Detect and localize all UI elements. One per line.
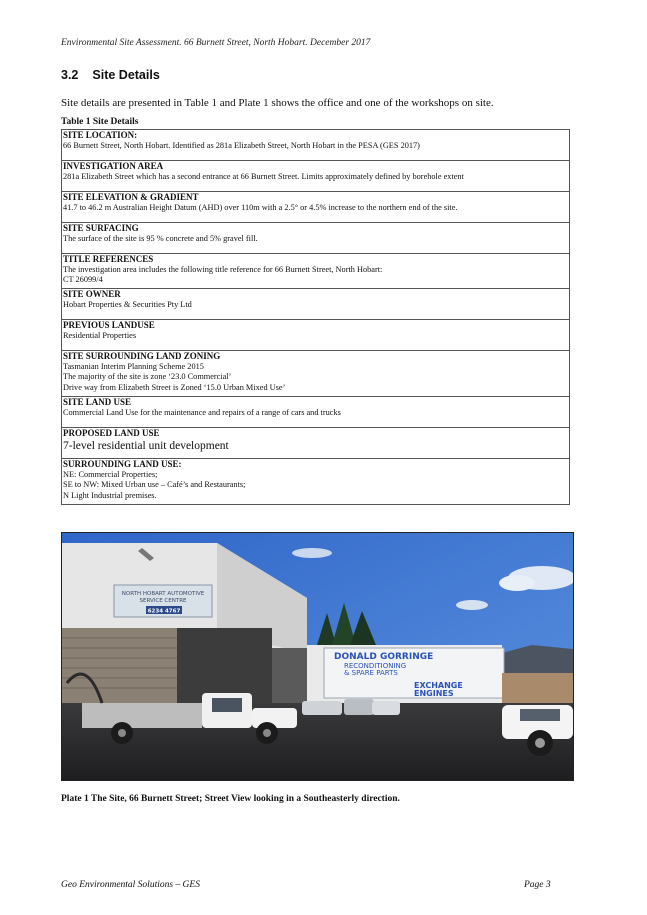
row-heading: SITE LAND USE <box>63 397 132 407</box>
business-sign-line2: RECONDITIONING <box>344 662 407 670</box>
footer-page-number: Page 3 <box>524 880 551 890</box>
business-sign-line5: ENGINES <box>414 689 454 698</box>
business-sign-line4: EXCHANGE <box>414 681 463 690</box>
table-row <box>62 397 570 428</box>
table-row <box>62 192 570 223</box>
table-cell <box>62 289 570 320</box>
row-text: The surface of the site is 95 % concrete and 5% gravel fill. <box>63 234 258 243</box>
row-text: 41.7 to 46.2 m Australian Height Datum (AHD) over 110m with a 2.5° or 4.5% increase to the northern end of the site. <box>63 203 458 212</box>
site-photo <box>61 532 574 781</box>
row-heading: SITE OWNER <box>63 289 121 299</box>
table-cell <box>62 428 570 459</box>
table-row <box>62 254 570 289</box>
row-heading: SITE LOCATION: <box>63 130 138 140</box>
table-row <box>62 428 570 459</box>
row-heading: PREVIOUS LANDUSE <box>63 320 155 330</box>
row-heading: INVESTIGATION AREA <box>63 161 164 171</box>
parked-cars <box>302 699 400 715</box>
row-text: NE: Commercial Properties; <box>63 470 158 479</box>
table-caption: Table 1 Site Details <box>61 117 139 127</box>
table-cell <box>62 161 570 192</box>
row-heading: SITE SURROUNDING LAND ZONING <box>63 351 221 361</box>
page-header: Environmental Site Assessment. 66 Burnett Street, North Hobart. December 2017 <box>61 38 371 48</box>
table-cell <box>62 223 570 254</box>
table-row <box>62 289 570 320</box>
table-cell <box>62 459 570 505</box>
table-row <box>62 223 570 254</box>
table-row <box>62 130 570 161</box>
building-sign-line1: NORTH HOBART AUTOMOTIVE <box>121 591 205 597</box>
table-cell <box>62 254 570 289</box>
row-text: The investigation area includes the following title reference for 66 Burnett Street, North Hobart: <box>63 265 383 274</box>
table-cell <box>62 397 570 428</box>
row-heading: SURROUNDING LAND USE: <box>63 459 182 469</box>
row-heading: SITE SURFACING <box>63 223 139 233</box>
row-text: Commercial Land Use for the maintenance and repairs of a range of cars and trucks <box>63 408 341 417</box>
row-text: 66 Burnett Street, North Hobart. Identified as 281a Elizabeth Street, North Hobart in the PESA (GES 2017) <box>63 141 420 150</box>
table-cell <box>62 320 570 351</box>
table-cell <box>62 192 570 223</box>
table-row <box>62 351 570 397</box>
row-text: Hobart Properties & Securities Pty Ltd <box>63 300 192 309</box>
intro-paragraph: Site details are presented in Table 1 and Plate 1 shows the office and one of the workshops on site. <box>61 97 494 109</box>
row-heading: SITE ELEVATION & GRADIENT <box>63 192 199 202</box>
row-text: CT 26099/4 <box>63 275 103 285</box>
row-text: 7-level residential unit development <box>63 440 229 452</box>
section-title: Site Details <box>92 68 160 82</box>
building-sign-phone: 6234 4767 <box>147 608 181 615</box>
building-sign-line2: SERVICE CENTRE <box>139 598 187 604</box>
site-photo-illustration <box>62 533 573 780</box>
row-heading: TITLE REFERENCES <box>63 254 154 264</box>
footer-organisation: Geo Environmental Solutions – GES <box>61 880 200 890</box>
plate-caption: Plate 1 The Site, 66 Burnett Street; Street View looking in a Southeasterly direction. <box>61 794 400 804</box>
row-text: N Light Industrial premises. <box>63 490 157 500</box>
row-heading: PROPOSED LAND USE <box>63 428 160 438</box>
site-details-table <box>61 129 570 505</box>
business-sign-line1: DONALD GORRINGE <box>334 652 434 662</box>
row-text: Residential Properties <box>63 331 137 340</box>
section-heading <box>61 68 160 82</box>
business-sign-line3: & SPARE PARTS <box>344 669 398 677</box>
table-row <box>62 161 570 192</box>
site-details-table-body <box>62 130 570 505</box>
row-text: SE to NW: Mixed Urban use – Café’s and Restaurants; <box>63 480 246 490</box>
table-row <box>62 320 570 351</box>
table-row <box>62 459 570 505</box>
table-cell <box>62 351 570 397</box>
section-number: 3.2 <box>61 68 79 82</box>
table-cell <box>62 130 570 161</box>
row-text: Drive way from Elizabeth Street is Zoned ‘15.0 Urban Mixed Use’ <box>63 382 286 392</box>
row-text: 281a Elizabeth Street which has a second entrance at 66 Burnett Street. Limits approximately defined by borehole extent <box>63 172 464 181</box>
row-text: Tasmanian Interim Planning Scheme 2015 <box>63 362 204 371</box>
row-text: The majority of the site is zone ‘23.0 Commercial’ <box>63 372 232 382</box>
